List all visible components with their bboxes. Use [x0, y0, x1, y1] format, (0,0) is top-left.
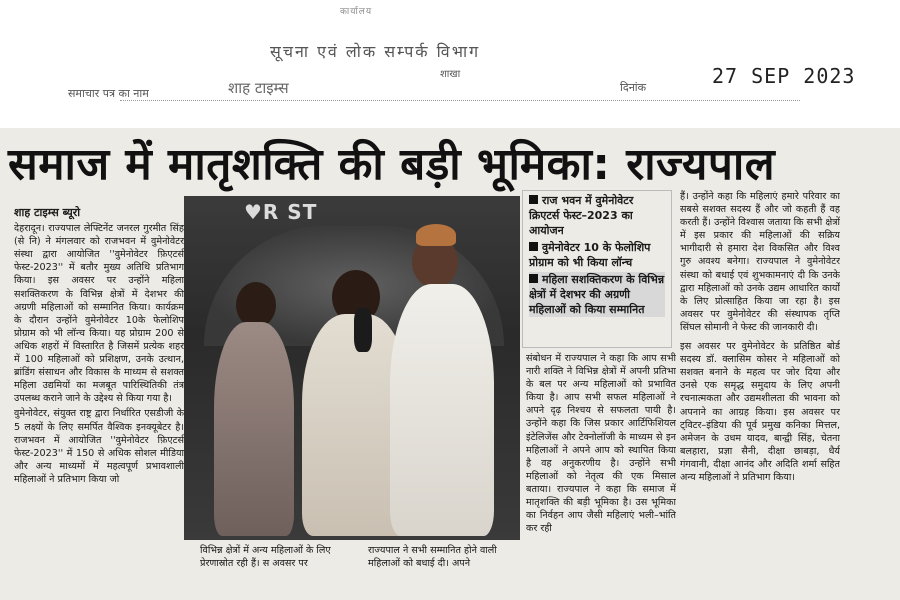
date-label: दिनांक [620, 81, 647, 94]
newspaper-name-label: समाचार पत्र का नाम [68, 87, 149, 100]
article-column-1 [14, 206, 184, 598]
photo-woman-left [214, 322, 294, 536]
article-headline: समाज में मातृशक्ति की बड़ी भूमिका: राज्यपाल [8, 139, 776, 190]
article-byline: शाह टाइम्स ब्यूरो [14, 206, 81, 219]
header-rule [120, 100, 800, 101]
article-column-3 [526, 352, 676, 598]
photo-caption-row [190, 544, 520, 592]
department-title: सूचना एवं लोक सम्पर्क विभाग [270, 42, 481, 61]
highlight-item: राज भवन में वुमेनोवेटर क्रिएटर्स फेस्ट–2023 का आयोजन [529, 194, 634, 237]
caption-text-right: राज्यपाल ने सभी सम्मानित होने वाली महिलाओं को बधाई दी। अपने [368, 545, 497, 569]
article-paragraph: देहरादून। राज्यपाल लेफ्टिनेंट जनरल गुरमीत सिंह (से नि) ने मंगलवार को राजभवन में वुमेनोवेटर संस्था द्वारा आयोजित ''वुमेनोवेटर फ़िएटर्स फेस्ट-2023'' में बतौर मुख्य अतिथि प्रतिभाग किया। इस अवसर पर उन्होंने महिला सशक्तिकरण के विभिन्न क्षेत्रों में देशभर की अग्रणी महिलाओं को सम्मानित किया। कार्यक्रम के दौरान उन्होंने वुमेनोवेटर 10के फेलोशिप प्रोग्राम को भी लॉन्च किया। यह प्रोग्राम 200 से अधिक शहरों में विस्तारित है जिसमें प्रत्येक शहर में 100 महिलाओं को प्रशिक्षण, उनके उत्थान, ब्रांडिंग संसाधन और विकास के माध्यम से सशक्त महिला उद्यमियों का मजबूत पारिस्थितिकी तंत्र उपलब्ध कराने जाने के उद्देश्य से किया गया है। [14, 223, 184, 405]
article-paragraph: इस अवसर पर वुमेनोवेटर के प्रतिष्ठित बोर्ड सदस्य डॉ. क्लासिम कोसर ने महिलाओं को सशक्त बनाने के महत्व पर जोर दिया और उनसे एक समृद्ध समुदाय के लिए अपनी रचनात्मकता और उद्यमशीलता की भावना को अपनाने का आग्रह किया। इस अवसर पर ट्विटर–इंडिया की पूर्व प्रमुख कनिका मित्तल, अमेजन के उधम यादव, बान्द्वी सिंह, चेतना बलहारा, प्रज्ञा सैनी, दीक्षा छाबड़ा, धैर्य गंगवानी, दीक्षा आनंद और अदिति शर्मा सहित अन्य महिलाओं ने प्रतिभाग किया। [680, 341, 840, 483]
highlights-box [522, 190, 672, 348]
header-office-label: कार्यालय [340, 7, 373, 17]
article-column-4 [680, 190, 840, 590]
newspaper-name-value: शाह टाइम्स [228, 79, 289, 97]
photo-governor [390, 284, 494, 536]
article-paragraph: वुमेनोवेटर, संयुक्त राष्ट्र द्वारा निर्धारित एसडीजी के 5 लक्ष्यों के लिए समर्पित वैश्विक इनक्यूबेटर है। राजभवन में आयोजित ''वुमेनोवेटर फ़िएटर्स फेस्ट-2023'' में 150 से अधिक सोशल मीडिया और अन्य माध्यमों में महत्वपूर्ण प्रभावशाली महिलाओं ने प्रतिभाग किया जो [14, 408, 184, 485]
highlight-item: महिला सशक्तिकरण के विभिन्न क्षेत्रों में देशभर की अग्रणी महिलाओं को किया सम्मानित [529, 273, 665, 316]
bullet-square-icon [529, 274, 538, 283]
article-photo [184, 196, 520, 540]
article-paragraph: संबोधन में राज्यपाल ने कहा कि आप सभी नारी शक्ति ने विभिन्न क्षेत्रों में अपनी प्रतिभा के बल पर अन्य महिलाओं को प्रभावित किया है। आप सभी सफल महिलाओं ने अपने दृढ़ निश्चय से सफलता पायी है। उन्होंने कहा कि जिस प्रकार आर्टिफिशियल इंटेलिजेंस और टेक्नोलॉजी के माध्यम से इन महिलाओं ने अपने आप को स्थापित किया है वह अनुकरणीय है। उन्होंने सभी महिलाओं को नेतृत्व की एक मिसाल बताया। राज्यपाल ने कहा कि समाज में मातृशक्ति की बड़ी भूमिका है। उस भूमिका का निर्वहन आप जैसी महिलाएं भली–भांति कर रही [526, 353, 676, 535]
article-paragraph: हैं। उन्होंने कहा कि महिलाएं हमारे परिवार का सबसे सशक्त सदस्य हैं और जो कहती हैं वह करती हैं। उन्होंने विश्वास जताया कि सभी क्षेत्रों में इस प्रकार की महिलाओं की सक्रिय भागीदारी से हमारा देश विकसित और विश्व गुरु अवश्य बनेगा। राज्यपाल ने वुमेनोवेटर संस्था को बधाई एवं शुभकामनाएं दी कि उनके द्वारा महिलाओं को उनके उद्यम आधारित कार्यों के लिए प्रोत्साहित किया जा रहा है। इस अवसर पर वुमेनोवेटर की संस्थापक तृप्ति सिंघल सोमानी ने फेस्ट की जानकारी दी। [680, 191, 840, 333]
bullet-square-icon [529, 242, 538, 251]
photo-trophy [354, 308, 372, 352]
date-stamp: 27 SEP 2023 [712, 64, 856, 88]
branch-label: शाखा [440, 69, 461, 80]
caption-text-left: विभिन्न क्षेत्रों में अन्य महिलाओं के लिए प्रेरणास्रोत रही हैं। स अवसर पर [200, 545, 331, 569]
bullet-square-icon [529, 195, 538, 204]
photo-governor-turban [416, 224, 456, 246]
photo-backdrop-text: ♥R ST [244, 200, 318, 224]
highlight-item: वुमेनोवेटर 10 के फेलोशिप प्रोग्राम को भी किया लॉन्च [529, 241, 651, 269]
